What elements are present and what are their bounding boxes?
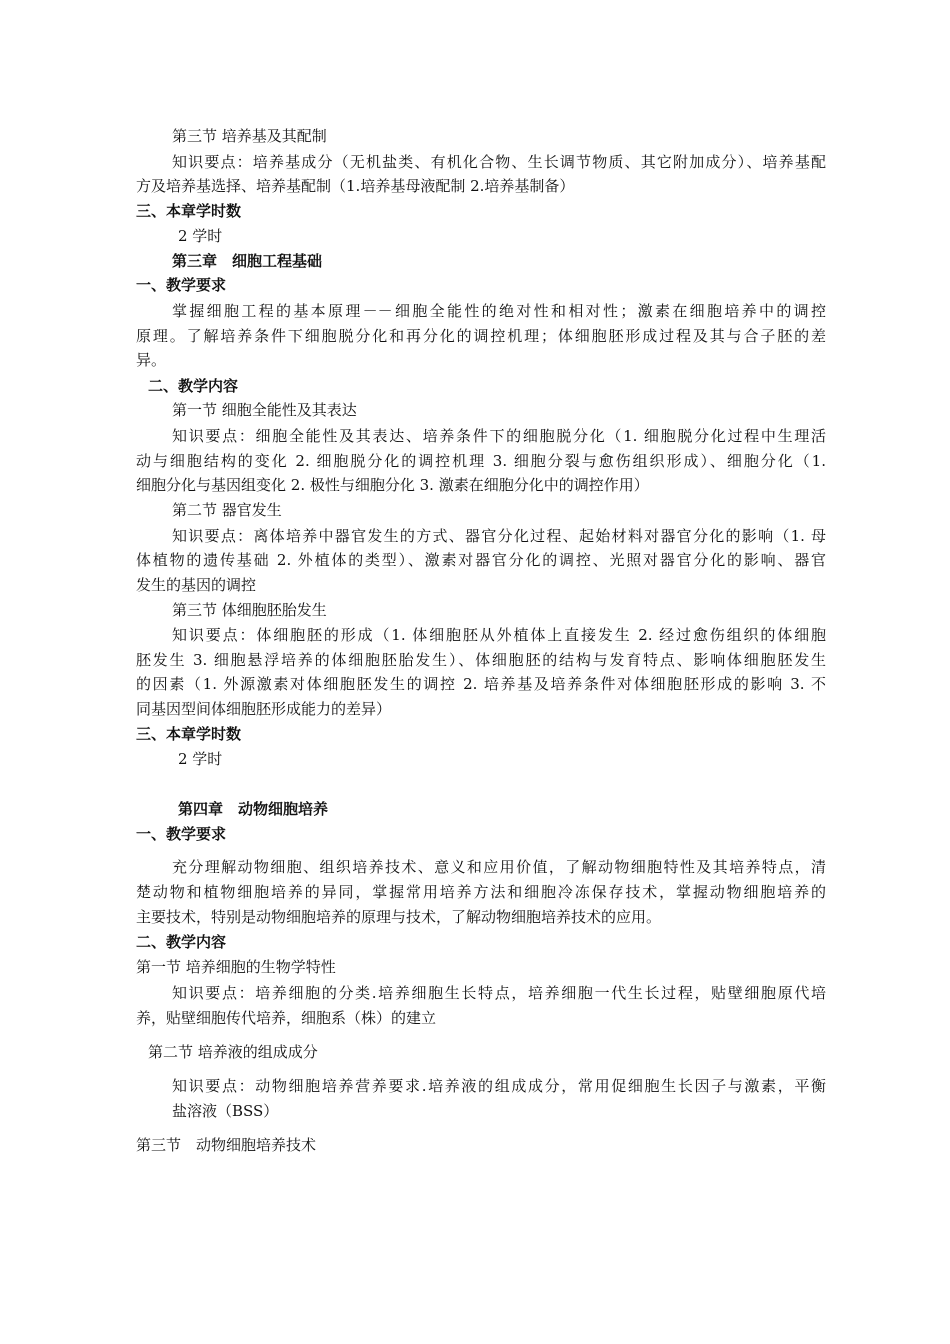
section-heading: 第二节 培养液的组成成分 [148,1043,318,1061]
paragraph-line: 发生的基因的调控 [136,576,257,594]
subsection-heading: 二、教学内容 [136,933,227,951]
section-heading: 第一节 细胞全能性及其表达 [172,401,357,419]
subsection-heading: 一、教学要求 [136,276,227,294]
hours-text: 2 学时 [178,750,223,768]
paragraph-line: 楚动物和植物细胞培养的异同，掌握常用培养方法和细胞冷冻保存技术，掌握动物细胞培养的 [136,883,826,901]
paragraph-line: 知识要点：细胞全能性及其表达、培养条件下的细胞脱分化（1. 细胞脱分化过程中生理活 [172,427,826,445]
paragraph-line: 动与细胞结构的变化 2. 细胞脱分化的调控机理 3. 细胞分裂与愈伤组织形成）、细胞分化（1. [136,452,826,470]
subsection-heading: 一、教学要求 [136,825,227,843]
paragraph-line: 异。 [136,351,167,369]
subsection-heading: 二、教学内容 [148,377,239,395]
paragraph-line: 掌握细胞工程的基本原理－－细胞全能性的绝对性和相对性；激素在细胞培养中的调控 [172,302,826,320]
paragraph-line: 主要技术，特别是动物细胞培养的原理与技术，了解动物细胞培养技术的应用。 [136,908,662,926]
section-heading: 第三节 体细胞胚胎发生 [172,601,327,619]
paragraph-line: 方及培养基选择、培养基配制（1.培养基母液配制 2.培养基制备） [136,177,575,195]
paragraph-line: 细胞分化与基因组变化 2. 极性与细胞分化 3. 激素在细胞分化中的调控作用） [136,476,649,494]
subsection-heading: 三、本章学时数 [136,725,242,743]
paragraph-line: 充分理解动物细胞、组织培养技术、意义和应用价值，了解动物细胞特性及其培养特点，清 [172,858,826,876]
section-heading: 第一节 培养细胞的生物学特性 [136,958,336,976]
paragraph-line: 盐溶液（BSS） [172,1102,279,1120]
chapter-title: 第三章 细胞工程基础 [172,252,323,270]
paragraph-line: 知识要点：培养基成分（无机盐类、有机化合物、生长调节物质、其它附加成分）、培养基配 [172,153,826,171]
paragraph-line: 知识要点：体细胞胚的形成（1. 体细胞胚从外植体上直接发生 2. 经过愈伤组织的体细胞 [172,626,826,644]
paragraph-line: 同基因型间体细胞胚形成能力的差异） [136,700,392,718]
section-heading: 第二节 器官发生 [172,501,282,519]
paragraph-line: 胚发生 3. 细胞悬浮培养的体细胞胚胎发生）、体细胞胚的结构与发育特点、影响体细胞胚发生 [136,651,826,669]
hours-text: 2 学时 [178,227,223,245]
paragraph-line: 体植物的遗传基础 2. 外植体的类型）、激素对器官分化的调控、光照对器官分化的影响、器官 [136,551,826,569]
paragraph-line: 知识要点：培养细胞的分类.培养细胞生长特点，培养细胞一代生长过程，贴壁细胞原代培 [172,984,826,1002]
subsection-heading: 三、本章学时数 [136,202,242,220]
paragraph-line: 的因素（1. 外源激素对体细胞胚发生的调控 2. 培养基及培养条件对体细胞胚形成的影响 3. 不 [136,675,826,693]
paragraph-line: 养，贴壁细胞传代培养，细胞系（株）的建立 [136,1009,437,1027]
chapter-title: 第四章 动物细胞培养 [178,800,329,818]
section-heading: 第三节 动物细胞培养技术 [136,1136,317,1154]
paragraph-line: 原理。了解培养条件下细胞脱分化和再分化的调控机理；体细胞胚形成过程及其与合子胚的差 [136,327,826,345]
paragraph-line: 知识要点：动物细胞培养营养要求.培养液的组成成分，常用促细胞生长因子与激素，平衡 [172,1077,826,1095]
section-heading: 第三节 培养基及其配制 [172,127,327,145]
paragraph-line: 知识要点：离体培养中器官发生的方式、器官分化过程、起始材料对器官分化的影响（1. 母 [172,527,826,545]
